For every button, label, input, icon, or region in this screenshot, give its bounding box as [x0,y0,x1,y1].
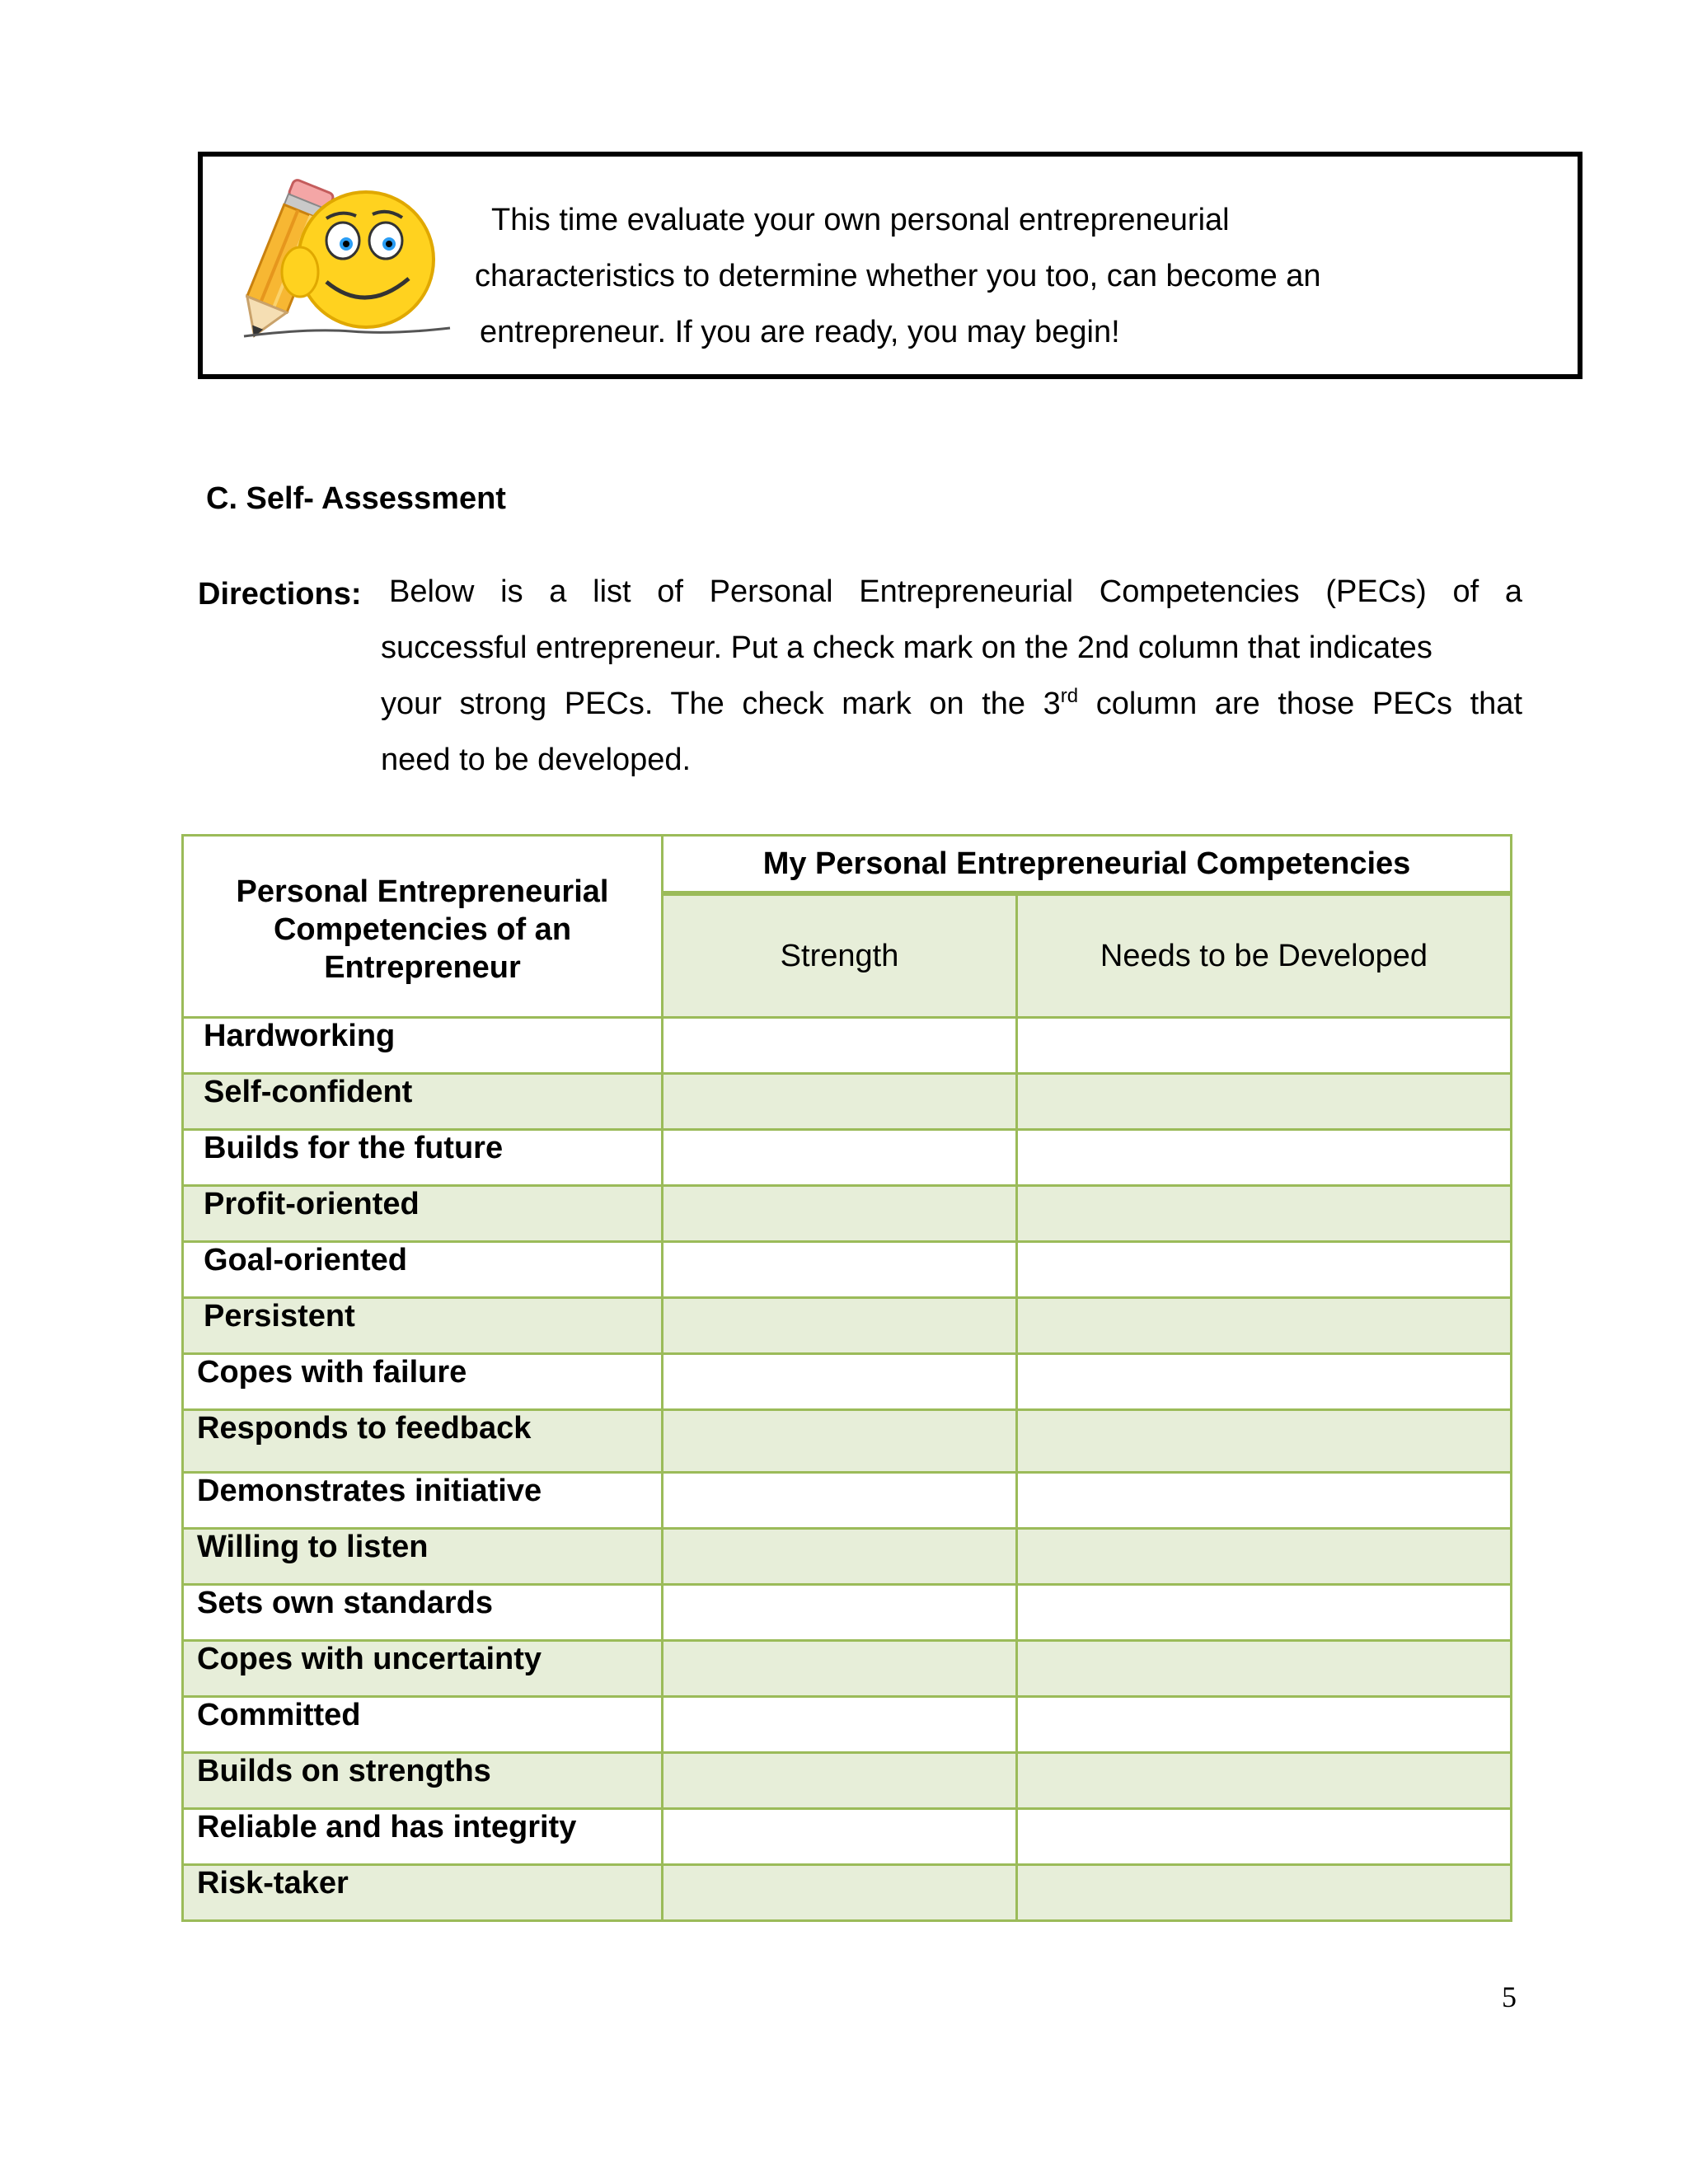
competency-label: Persistent [183,1298,663,1354]
table-row [183,1697,1512,1753]
strength-check-cell[interactable] [663,1473,1017,1529]
strength-check-cell[interactable] [663,1865,1017,1921]
needs-development-check-cell[interactable] [1017,1410,1512,1473]
pec-column-header [183,836,663,1018]
intro-text-line: This time evaluate your own personal entrepreneurial [491,203,1230,237]
needs-development-check-cell[interactable] [1017,1186,1512,1242]
section-title: C. Self- Assessment [206,481,506,516]
competency-label: Builds on strengths [183,1753,663,1809]
competency-label: Goal-oriented [183,1242,663,1298]
needs-development-check-cell[interactable] [1017,1130,1512,1186]
competency-label: Risk-taker [183,1865,663,1921]
directions-text-line [381,685,1522,723]
competency-label: Copes with uncertainty [183,1641,663,1697]
directions-text-part: your strong PECs. The check mark on the 3 [381,687,1061,721]
table-row [183,1074,1512,1130]
table-row [183,1130,1512,1186]
strength-check-cell[interactable] [663,1410,1017,1473]
strength-column-header: Strength [663,893,1017,1018]
strength-check-cell[interactable] [663,1529,1017,1585]
directions-text-line: need to be developed. [381,743,692,777]
competency-label: Copes with failure [183,1354,663,1410]
strength-check-cell[interactable] [663,1130,1017,1186]
directions-text-line: Below is a list of Personal Entrepreneurial Competencies (PECs) of a [389,574,1522,609]
pec-table-body [183,1018,1512,1921]
directions-text-part: column are those PECs that [1078,687,1523,721]
competency-label: Committed [183,1697,663,1753]
needs-development-check-cell[interactable] [1017,1865,1512,1921]
table-row [183,1641,1512,1697]
strength-check-cell[interactable] [663,1697,1017,1753]
intro-text-line: entrepreneur. If you are ready, you may begin! [480,315,1120,349]
competency-label: Responds to feedback [183,1410,663,1473]
needs-development-check-cell[interactable] [1017,1809,1512,1865]
strength-check-cell[interactable] [663,1585,1017,1641]
strength-check-cell[interactable] [663,1354,1017,1410]
table-row [183,1354,1512,1410]
intro-text-line: characteristics to determine whether you too, can become an [475,259,1321,293]
needs-development-check-cell[interactable] [1017,1354,1512,1410]
page-number: 5 [1502,1980,1517,2013]
table-row [183,1186,1512,1242]
needs-development-check-cell[interactable] [1017,1641,1512,1697]
needs-development-check-cell[interactable] [1017,1074,1512,1130]
strength-check-cell[interactable] [663,1186,1017,1242]
competency-label: Profit-oriented [183,1186,663,1242]
needs-development-check-cell[interactable] [1017,1242,1512,1298]
table-row [183,1529,1512,1585]
competency-label: Willing to listen [183,1529,663,1585]
needs-development-check-cell[interactable] [1017,1697,1512,1753]
table-row [183,1298,1512,1354]
strength-check-cell[interactable] [663,1242,1017,1298]
strength-check-cell[interactable] [663,1298,1017,1354]
needs-development-check-cell[interactable] [1017,1753,1512,1809]
directions-label: Directions: [198,577,362,612]
competency-label: Demonstrates initiative [183,1473,663,1529]
table-row [183,1410,1512,1473]
table-row [183,1865,1512,1921]
pec-header-line: Competencies of an [273,912,572,947]
competency-label: Self-confident [183,1074,663,1130]
table-row [183,1242,1512,1298]
competency-label: Builds for the future [183,1130,663,1186]
needs-development-column-header: Needs to be Developed [1017,893,1512,1018]
competency-label: Reliable and has integrity [183,1809,663,1865]
pec-header-line: Personal Entrepreneurial [236,874,609,909]
needs-development-check-cell[interactable] [1017,1585,1512,1641]
my-pec-header: My Personal Entrepreneurial Competencies [663,836,1512,894]
pec-assessment-table [181,834,1512,1922]
strength-check-cell[interactable] [663,1018,1017,1074]
pencil-smiley-icon [211,173,458,346]
strength-check-cell[interactable] [663,1809,1017,1865]
strength-check-cell[interactable] [663,1074,1017,1130]
needs-development-check-cell[interactable] [1017,1018,1512,1074]
table-row [183,1809,1512,1865]
table-row [183,1585,1512,1641]
needs-development-check-cell[interactable] [1017,1529,1512,1585]
needs-development-check-cell[interactable] [1017,1473,1512,1529]
strength-check-cell[interactable] [663,1641,1017,1697]
table-row [183,1473,1512,1529]
pec-header-line: Entrepreneur [324,950,521,985]
competency-label: Sets own standards [183,1585,663,1641]
strength-check-cell[interactable] [663,1753,1017,1809]
ordinal-superscript: rd [1060,685,1079,707]
table-row [183,1753,1512,1809]
table-row [183,1018,1512,1074]
competency-label: Hardworking [183,1018,663,1074]
directions-text-line: successful entrepreneur. Put a check mark on the 2nd column that indicates [381,630,1432,665]
intro-callout-box [198,152,1582,379]
needs-development-check-cell[interactable] [1017,1298,1512,1354]
